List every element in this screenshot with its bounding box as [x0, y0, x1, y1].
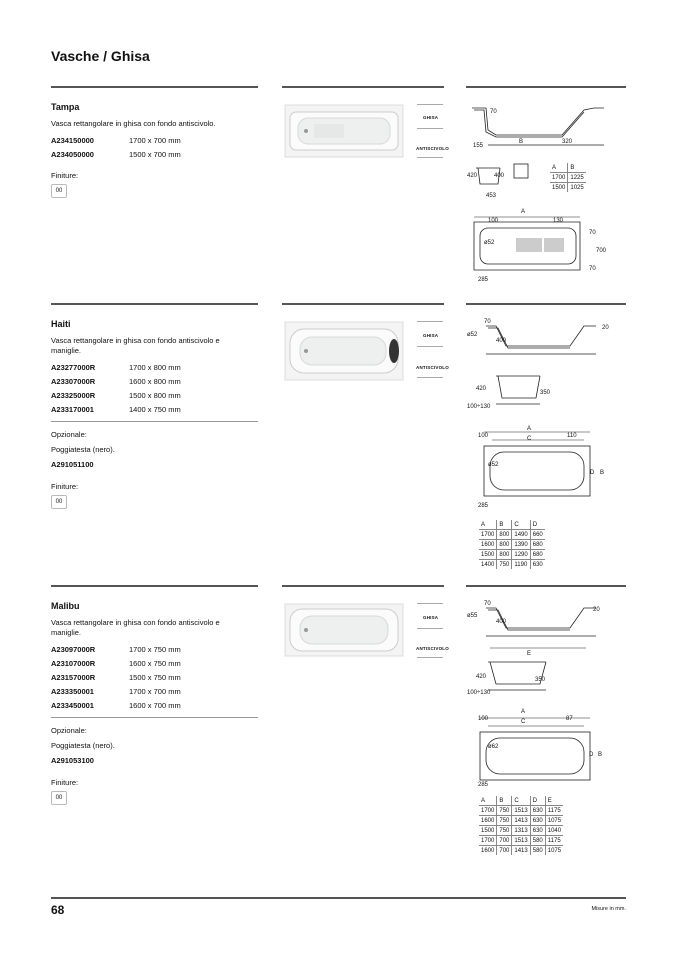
table-cell: 750: [497, 806, 512, 816]
dim-label: 285: [478, 503, 489, 509]
dim-label: A: [521, 709, 526, 715]
dim-label: E: [527, 651, 532, 657]
dim-label: C: [527, 436, 532, 442]
dim-label: 285: [478, 277, 489, 283]
tag-divider: [417, 628, 443, 629]
product-code: A23277000R: [51, 363, 96, 372]
table-cell: 1513: [512, 836, 530, 846]
table-row: [479, 530, 545, 540]
table-cell: 1190: [512, 560, 530, 570]
table-cell: 1500: [550, 183, 568, 193]
table-cell: 1700: [550, 173, 568, 183]
tag-divider: [417, 157, 443, 158]
table-header: B: [568, 163, 586, 173]
product-code: A234150000: [51, 136, 94, 145]
product-code: A23097000R: [51, 645, 96, 654]
table-cell: 580: [530, 836, 545, 846]
table-cell: 630: [530, 806, 545, 816]
table-cell: 1075: [545, 846, 563, 856]
dim-label: 100: [488, 218, 499, 224]
product-dimensions: 1700 x 800 mm: [129, 363, 181, 372]
section-divider: [51, 86, 258, 88]
dim-label: 20: [593, 607, 600, 613]
table-row: [479, 550, 545, 560]
dim-label: 400: [496, 338, 507, 344]
section-divider: [282, 585, 444, 587]
table-cell: 1413: [512, 846, 530, 856]
tag-divider: [417, 346, 443, 347]
dim-label: ø52: [484, 240, 495, 246]
table-cell: 700: [497, 846, 512, 856]
table-cell: 630: [530, 816, 545, 826]
product-dimensions: 1600 x 750 mm: [129, 659, 181, 668]
optional-code: A291053100: [51, 756, 94, 765]
table-row: [479, 816, 563, 826]
table-header: A: [552, 164, 557, 171]
optional-code: A291051100: [51, 460, 94, 469]
table-cell: 1700: [479, 806, 497, 816]
dim-label: 100÷130: [467, 404, 491, 410]
table-row: [550, 183, 586, 193]
dim-label: ø62: [488, 744, 499, 750]
section-title-haiti: Haiti: [51, 319, 71, 329]
table-cell: 750: [497, 560, 512, 570]
dim-label: A: [527, 426, 532, 432]
table-cell: 1390: [512, 540, 530, 550]
dim-label: 110: [567, 433, 577, 439]
table-cell: 800: [497, 550, 512, 560]
table-header: B: [497, 520, 512, 530]
product-code: A234050000: [51, 150, 94, 159]
bathtub-photo-tampa: [284, 104, 404, 158]
table-header: A: [481, 521, 486, 528]
section-title-malibu: Malibu: [51, 601, 80, 611]
table-row: [479, 540, 545, 550]
table-cell: 680: [530, 540, 545, 550]
footer-divider: [51, 897, 626, 899]
table-cell: 580: [530, 846, 545, 856]
dim-label: 100: [478, 433, 489, 439]
dim-label: 70: [490, 109, 497, 115]
table-cell: 1040: [545, 826, 563, 836]
technical-drawing-haiti: [466, 316, 626, 516]
product-dimensions: 1500 x 700 mm: [129, 150, 181, 159]
dim-label: 700: [596, 248, 607, 254]
table-row: [479, 846, 563, 856]
dim-label: 100÷130: [467, 690, 491, 696]
dim-label: 400: [496, 619, 507, 625]
optional-label: Opzionale:: [51, 430, 87, 439]
description-haiti: Vasca rettangolare in ghisa con fondo antiscivolo e maniglie.: [51, 336, 220, 355]
table-cell: 660: [530, 530, 545, 540]
page-title: Vasche / Ghisa: [51, 48, 150, 64]
table-cell: 800: [497, 540, 512, 550]
tag-divider: [417, 128, 443, 129]
product-dimensions: 1500 x 750 mm: [129, 673, 181, 682]
divider: [51, 421, 258, 422]
dim-label: D: [589, 752, 594, 758]
table-cell: 1700: [479, 836, 497, 846]
finish-swatch[interactable]: 00: [51, 495, 67, 509]
table-cell: 1175: [545, 806, 563, 816]
bathtub-photo-haiti: [284, 321, 404, 381]
dim-label: B: [600, 470, 605, 476]
table-cell: 1025: [568, 183, 586, 193]
dim-label: 130: [553, 218, 564, 224]
product-code: A23157000R: [51, 673, 96, 682]
section-divider: [466, 86, 626, 88]
dim-label: 420: [476, 386, 487, 392]
product-code: A23325000R: [51, 391, 96, 400]
tag-divider: [417, 377, 443, 378]
finishes-label: Finiture:: [51, 778, 79, 787]
section-divider: [466, 303, 626, 305]
table-row: [479, 806, 563, 816]
product-dimensions: 1600 x 800 mm: [129, 377, 181, 386]
dim-label: 453: [486, 193, 497, 199]
table-cell: 630: [530, 826, 545, 836]
table-cell: 1175: [545, 836, 563, 846]
table-cell: 1513: [512, 806, 530, 816]
product-dimensions: 1700 x 700 mm: [129, 687, 181, 696]
dim-label: 350: [535, 677, 546, 683]
table-header: D: [530, 520, 545, 530]
table-cell: 1400: [479, 560, 497, 570]
dim-label: C: [521, 719, 526, 725]
feature-tag: ANTISCIVOLO: [416, 146, 449, 151]
product-code: A233350001: [51, 687, 94, 696]
section-divider: [51, 585, 258, 587]
technical-drawing-malibu: [466, 598, 626, 798]
product-dimensions: 1600 x 700 mm: [129, 701, 181, 710]
table-cell: 750: [497, 816, 512, 826]
table-header: E: [545, 796, 563, 806]
finishes-label: Finiture:: [51, 482, 79, 491]
dim-label: 87: [566, 716, 573, 722]
dim-label: 155: [473, 143, 484, 149]
table-cell: 1290: [512, 550, 530, 560]
section-divider: [282, 86, 444, 88]
product-code: A233170001: [51, 405, 94, 414]
dim-label: 350: [540, 390, 551, 396]
product-code: A23107000R: [51, 659, 96, 668]
table-cell: 1075: [545, 816, 563, 826]
table-header: A: [481, 797, 486, 804]
finish-swatch[interactable]: 00: [51, 184, 67, 198]
table-cell: 700: [497, 836, 512, 846]
table-row: [479, 560, 545, 570]
material-tag: GHISA: [423, 115, 439, 120]
section-title-tampa: Tampa: [51, 102, 80, 112]
product-code: A233450001: [51, 701, 94, 710]
dimensions-table-tampa: [550, 163, 586, 192]
description-tampa: Vasca rettangolare in ghisa con fondo antiscivolo.: [51, 119, 216, 128]
dim-label: 285: [478, 782, 489, 788]
section-divider: [466, 585, 626, 587]
table-row: [479, 826, 563, 836]
dim-label: 20: [602, 325, 609, 331]
table-row: [479, 836, 563, 846]
dim-label: ø52: [467, 332, 478, 338]
section-divider: [51, 303, 258, 305]
page-number: 68: [51, 903, 65, 917]
table-cell: 1225: [568, 173, 586, 183]
description-malibu: Vasca rettangolare in ghisa con fondo antiscivolo e maniglie.: [51, 618, 220, 637]
dim-label: 400: [494, 173, 505, 179]
dim-label: 320: [562, 139, 573, 145]
feature-tag: ANTISCIVOLO: [416, 365, 449, 370]
dim-label: 70: [589, 266, 596, 272]
table-cell: 800: [497, 530, 512, 540]
dim-label: B: [519, 139, 524, 145]
material-tag: GHISA: [423, 333, 439, 338]
optional-label: Opzionale:: [51, 726, 87, 735]
table-cell: 1600: [479, 846, 497, 856]
dimensions-table-haiti: [479, 520, 545, 569]
table-cell: 1700: [479, 530, 497, 540]
dim-label: 420: [476, 674, 487, 680]
tag-divider: [417, 603, 443, 604]
table-cell: 1500: [479, 550, 497, 560]
section-divider: [282, 303, 444, 305]
dim-label: ø55: [467, 613, 478, 619]
product-dimensions: 1400 x 750 mm: [129, 405, 181, 414]
dim-label: 70: [589, 230, 596, 236]
finish-swatch[interactable]: 00: [51, 791, 67, 805]
optional-text: Poggiatesta (nero).: [51, 741, 115, 750]
table-cell: 1490: [512, 530, 530, 540]
table-cell: 1313: [512, 826, 530, 836]
tag-divider: [417, 104, 443, 105]
table-cell: 750: [497, 826, 512, 836]
product-dimensions: 1700 x 750 mm: [129, 645, 181, 654]
dim-label: 70: [484, 601, 491, 607]
product-dimensions: 1700 x 700 mm: [129, 136, 181, 145]
table-row: [550, 173, 586, 183]
dim-label: B: [598, 752, 603, 758]
table-cell: 1600: [479, 540, 497, 550]
tag-divider: [417, 657, 443, 658]
dim-label: 100: [478, 716, 489, 722]
tag-divider: [417, 321, 443, 322]
table-header: B: [497, 796, 512, 806]
table-header: C: [512, 796, 530, 806]
table-cell: 1413: [512, 816, 530, 826]
table-cell: 630: [530, 560, 545, 570]
dim-label: D: [590, 470, 595, 476]
table-cell: 1600: [479, 816, 497, 826]
table-header: D: [530, 796, 545, 806]
feature-tag: ANTISCIVOLO: [416, 646, 449, 651]
bathtub-photo-malibu: [284, 603, 404, 657]
finishes-label: Finiture:: [51, 171, 79, 180]
table-cell: 680: [530, 550, 545, 560]
table-cell: 1500: [479, 826, 497, 836]
table-header: C: [512, 520, 530, 530]
optional-text: Poggiatesta (nero).: [51, 445, 115, 454]
product-code: A23307000R: [51, 377, 96, 386]
dim-label: 70: [484, 319, 491, 325]
dim-label: 420: [467, 173, 478, 179]
dimensions-table-malibu: [479, 796, 563, 855]
dim-label: A: [521, 209, 526, 215]
divider: [51, 717, 258, 718]
material-tag: GHISA: [423, 615, 439, 620]
product-dimensions: 1500 x 800 mm: [129, 391, 181, 400]
dim-label: ø52: [488, 462, 499, 468]
footnote: Misure in mm.: [591, 906, 626, 912]
